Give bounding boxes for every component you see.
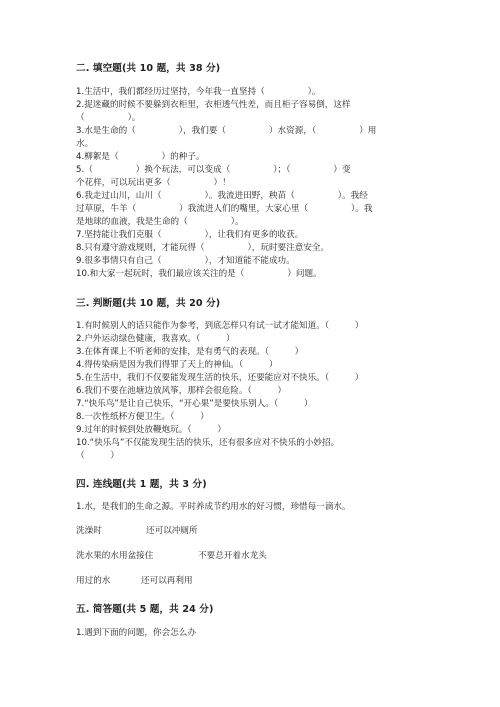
true-false-line: 8.一次性纸杯方便卫生。（ ） [76, 412, 209, 422]
true-false-line: 5.在生活中，我们不仅要能发现生活的快乐，还要能应对不快乐。（ ） [76, 373, 364, 383]
matching-question: 1.水，是我们的生命之源。平时养成节约用水的好习惯，珍惜每一滴水。 [76, 502, 351, 512]
fill-blank-line: 9.很多事情只有自己（ ），才知道能不能成功。 [76, 256, 295, 266]
true-false-line: 6.我们不要在池塘边放风筝，那样会很危险。（ ） [76, 386, 287, 396]
fill-blank-line: 7.坚持能让我们克服（ ），让我们有更多的收获。 [76, 230, 304, 240]
true-false-line: 10.“快乐鸟”不仅能发现生活的快乐，还有很多应对不快乐的小妙招。 [76, 438, 340, 448]
fill-blank-line: 6.我走过山川，山川（ ）。我流进田野，秧苗（ ）。我经 [76, 191, 368, 201]
fill-blank-line: 2.捉迷藏的时候不要躲到衣柜里，衣柜透气性差，而且柜子容易倒，这样 [76, 100, 351, 110]
fill-blank-line: 8.只有遵守游戏规则，才能玩得（ ），玩时要注意安全。 [76, 243, 330, 253]
section-title-fill-blank: 二. 填空题(共 10 题，共 38 分) [76, 63, 221, 74]
fill-blank-line: 过草原，牛羊（ ）我流进人们的嘴里，大家心里（ ）。我 [76, 204, 373, 214]
fill-blank-line: 5.（ ）换个玩法，可以变成（ ）；（ ）变 [76, 165, 351, 175]
matching-left-item: 洗澡时 [76, 526, 102, 536]
true-false-line: 2.户外运动绿色健康，我喜欢。（ ） [76, 334, 235, 344]
section-title-short-answer: 五. 简答题(共 5 题，共 24 分) [76, 604, 214, 615]
section-title-true-false: 三. 判断题(共 10 题，共 20 分) [76, 298, 221, 309]
fill-blank-line: 是地球的血液，我是生命的（ ）。 [76, 217, 244, 227]
fill-blank-line: 3.水是生命的（ ），我们要（ ）水资源，（ ）用 [76, 126, 377, 136]
matching-right-item: 不要总开着水龙头 [198, 551, 267, 561]
matching-right-item: 还可以再利用 [141, 576, 193, 586]
section-title-matching: 四. 连线题(共 1 题，共 3 分) [76, 479, 207, 490]
fill-blank-line: 个花样，可以玩出更多（ ）！ [76, 178, 231, 188]
true-false-line: 9.过年的时候到处放鞭炮玩。（ ） [76, 425, 226, 435]
fill-blank-line: 水。 [76, 139, 94, 149]
true-false-line: 4.得传染病是因为我们得罪了天上的神仙。（ ） [76, 360, 278, 370]
short-answer-question: 1.遇到下面的问题，你会怎么办 [76, 628, 196, 638]
true-false-line: 1.有时候别人的话只能作为参考，到底怎样只有试一试才能知道。（ ） [76, 321, 364, 331]
fill-blank-line: 10.和大家一起玩时，我们最应该关注的是（ ）问题。 [76, 269, 322, 279]
matching-left-item: 用过的水 [76, 576, 111, 586]
fill-blank-line: 1.生活中，我们都经历过坚持，今年我一直坚持（ ）。 [76, 87, 321, 97]
true-false-line: （ ） [76, 451, 119, 461]
matching-left-item: 洗水果的水用盆接住 [76, 551, 154, 561]
fill-blank-line: （ ）。 [76, 113, 141, 123]
matching-right-item: 还可以冲厕所 [146, 526, 198, 536]
fill-blank-line: 4.柳絮是（ ）的种子。 [76, 152, 205, 162]
true-false-line: 7.“快乐鸟”是让自己快乐，“开心果”是要快乐别人。（ ） [76, 399, 313, 409]
true-false-line: 3.在体育课上不听老师的安排，是有勇气的表现。（ ） [76, 347, 304, 357]
